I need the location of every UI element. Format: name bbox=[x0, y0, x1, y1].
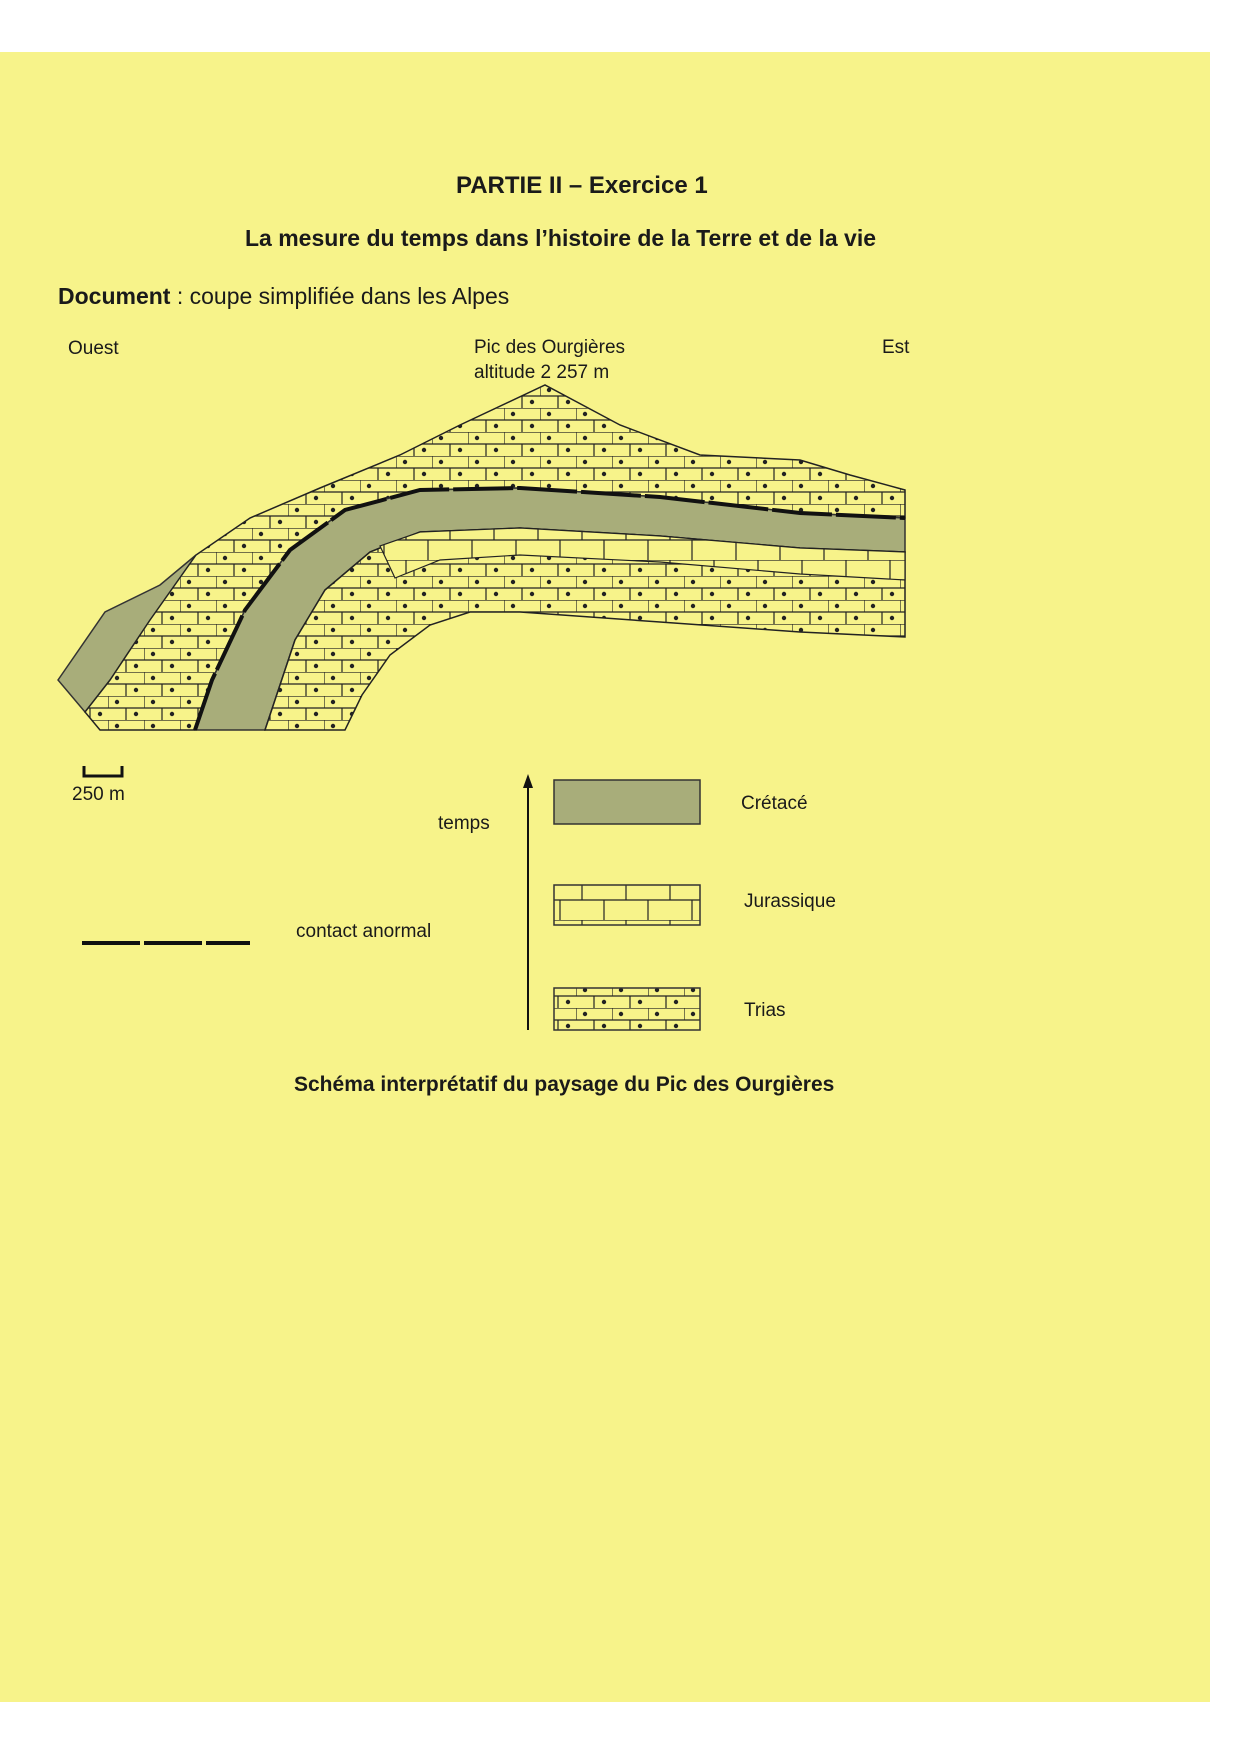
document-separator: : bbox=[170, 283, 190, 309]
legend-swatch-cretaceous bbox=[554, 780, 700, 824]
document-description: coupe simplifiée dans les Alpes bbox=[189, 283, 510, 309]
time-arrow-head bbox=[523, 774, 533, 788]
exercise-subtitle: La mesure du temps dans l’histoire de la Terre et de la vie bbox=[245, 225, 877, 251]
legend-jurassic-label: Jurassique bbox=[744, 891, 836, 912]
document-label: Document bbox=[58, 283, 171, 309]
legend-swatch-jurassic bbox=[554, 885, 700, 925]
scale-label: 250 m bbox=[72, 784, 125, 805]
legend-swatch-trias bbox=[554, 988, 700, 1030]
peak-altitude: altitude 2 257 m bbox=[474, 362, 610, 383]
part-title: PARTIE II – Exercice 1 bbox=[456, 172, 708, 199]
time-axis-label: temps bbox=[438, 813, 490, 834]
peak-name: Pic des Ourgières bbox=[474, 337, 626, 358]
legend-cretaceous-label: Crétacé bbox=[741, 793, 808, 814]
contact-anormal-label: contact anormal bbox=[296, 921, 432, 942]
scale-bar bbox=[84, 766, 122, 776]
legend-trias-label: Trias bbox=[744, 1000, 786, 1021]
figure-caption: Schéma interprétatif du paysage du Pic des Ourgières bbox=[294, 1073, 835, 1096]
east-label: Est bbox=[882, 337, 910, 358]
west-label: Ouest bbox=[68, 338, 119, 359]
